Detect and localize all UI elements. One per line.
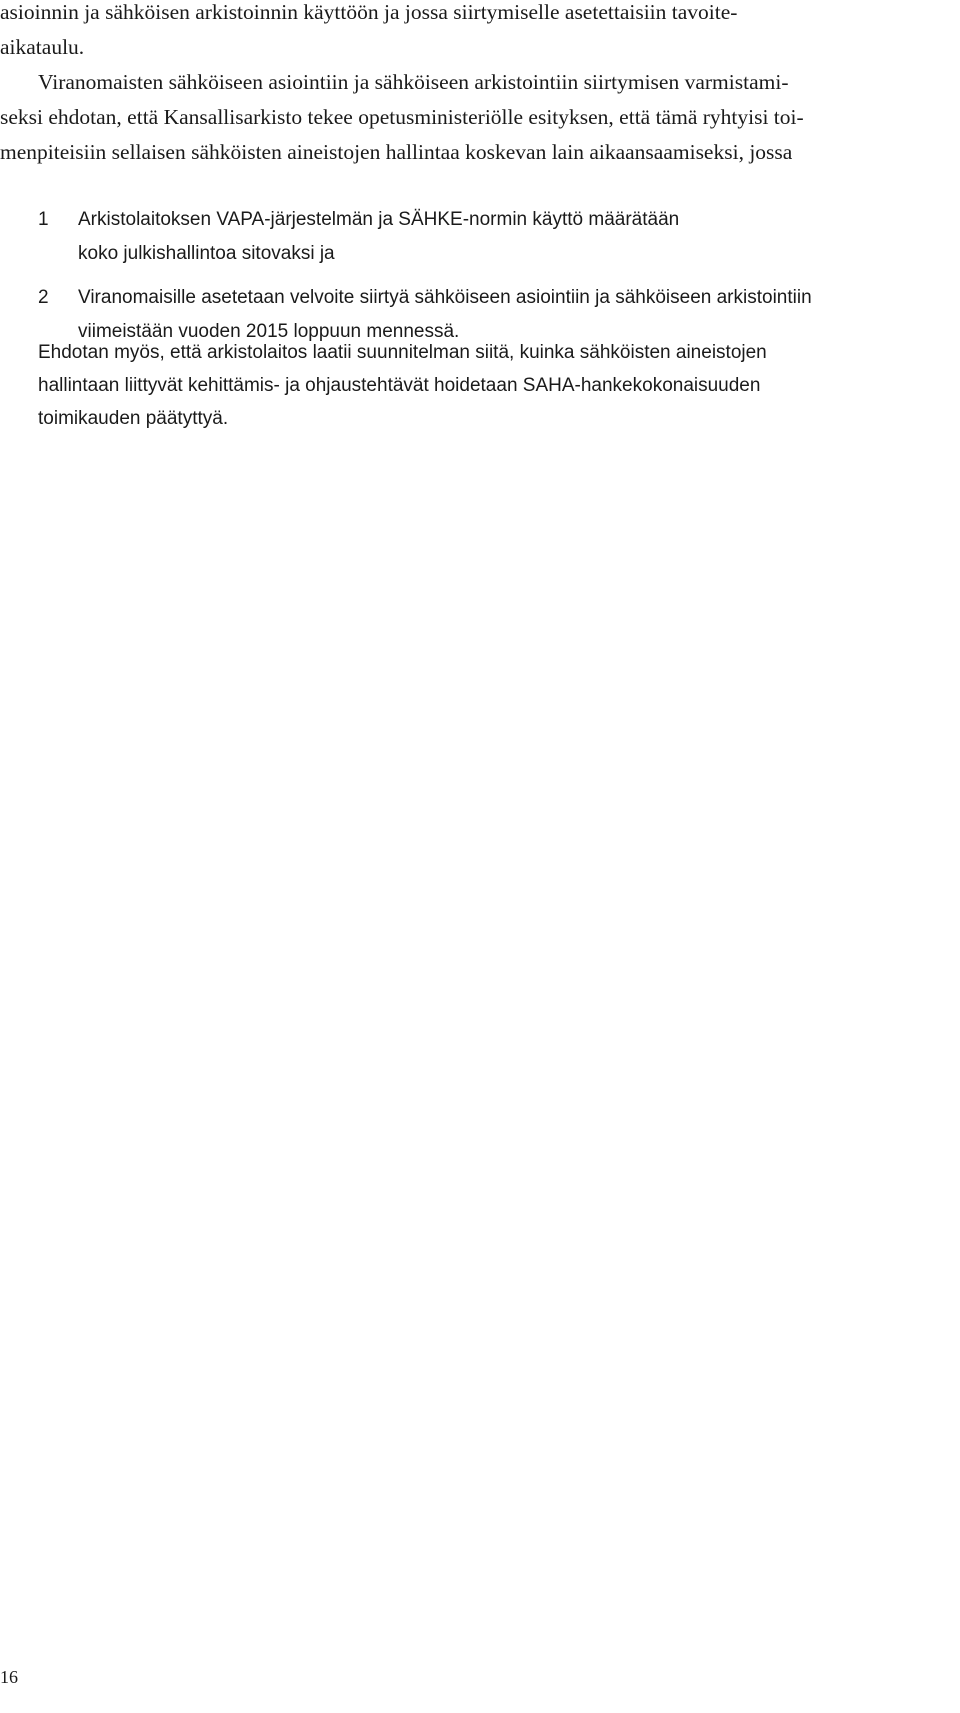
list-item-line: Arkistolaitoksen VAPA-järjestelmän ja SÄHKE-normin käyttö määrätään [78,209,680,230]
proposal-list [38,203,938,349]
text-line: aikataulu. [0,35,85,59]
intro-text [0,0,960,170]
list-item [38,203,938,271]
text-line: asioinnin ja sähköisen arkistoinnin käyttöön ja jossa siirtymiselle asetettaisiin tavoite- [0,0,738,24]
text-line: Viranomaisten sähköiseen asiointiin ja sähköiseen arkistointiin siirtymisen varmistami- [38,70,789,94]
list-item-line: koko julkishallintoa sitovaksi ja [78,243,335,264]
list-item-number: 2 [38,287,49,308]
text-line: menpiteisiin sellaisen sähköisten aineistojen hallintaa koskevan lain aikaansaamiseksi, jossa [0,140,793,164]
text-line: toimikauden päätyttyä. [38,408,229,429]
text-line: hallintaan liittyvät kehittämis- ja ohjaustehtävät hoidetaan SAHA-hankekokonaisuuden [38,375,761,396]
list-item-number: 1 [38,209,49,230]
list-item-line: viimeistään vuoden 2015 loppuun mennessä. [78,321,460,342]
list-item-line: Viranomaisille asetetaan velvoite siirtyä sähköiseen asiointiin ja sähköiseen arkistointiin [78,287,812,308]
closing-paragraph [38,336,938,435]
page-number: 16 [0,1667,18,1687]
text-line: seksi ehdotan, että Kansallisarkisto tekee opetusministeriölle esityksen, että tämä ryhtyisi toi- [0,105,804,129]
text-line: Ehdotan myös, että arkistolaitos laatii suunnitelman siitä, kuinka sähköisten aineistojen [38,342,767,363]
